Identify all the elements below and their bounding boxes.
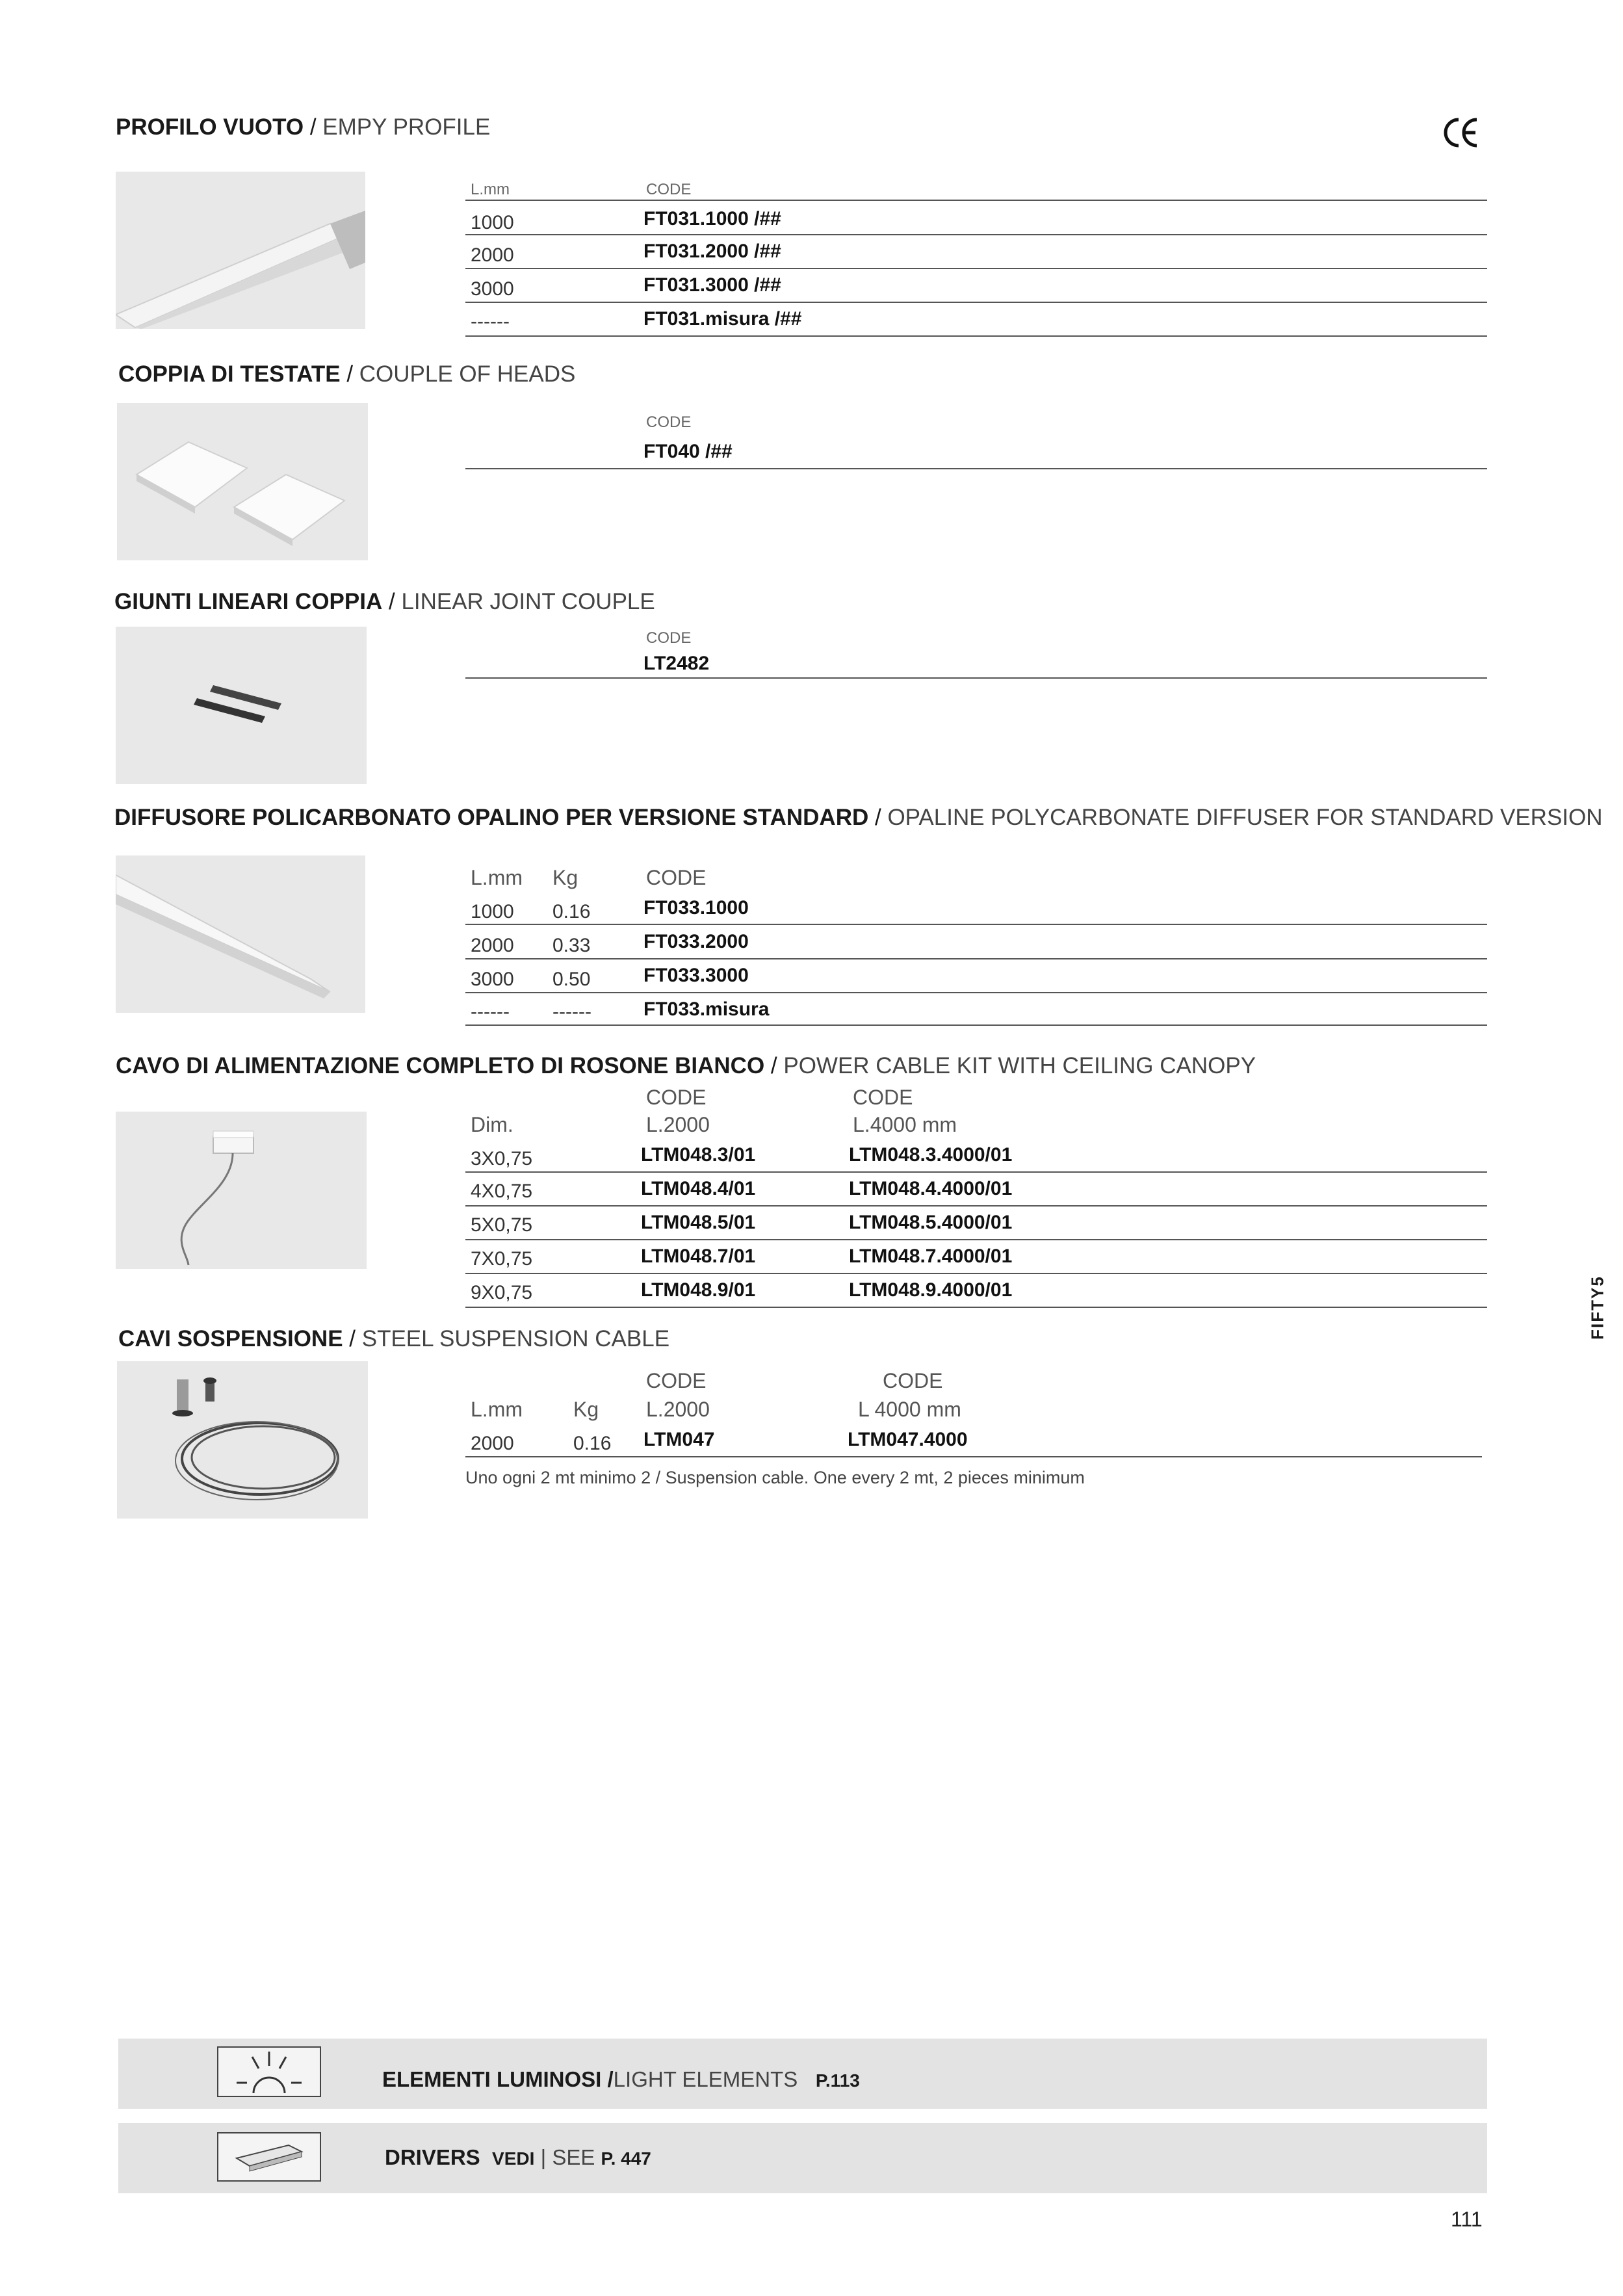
light-elements-icon [217,2046,321,2097]
power-cable-title: CAVO DI ALIMENTAZIONE COMPLETO DI ROSONE BIANCO / POWER CABLE KIT WITH CEILING CANOPY [116,1053,1256,1078]
table-cell-code: FT031.3000 /## [643,274,781,296]
table-cell-code: LTM048.7.4000/01 [849,1246,1013,1267]
table-cell-code: LTM048.3/01 [641,1144,756,1166]
table-cell: 1000 [471,212,514,233]
joint-code: LT2482 [643,653,710,674]
diffuser-image [116,855,365,1013]
table-cell: 3000 [471,969,514,990]
susp-header-code-1: CODE [646,1369,707,1392]
table-cell: 9X0,75 [471,1282,533,1303]
diffuser-header-kg: Kg [552,866,578,889]
diffuser-title: DIFFUSORE POLICARBONATO OPALINO PER VERSIONE STANDARD / OPALINE POLYCARBONATE DIFFUSER FOR STANDARD VERSION [114,805,1603,830]
table-cell: 0.16 [552,901,591,922]
table-cell: 2000 [471,935,514,956]
table-cell-code: LTM048.9.4000/01 [849,1279,1013,1301]
profile-header-code: CODE [646,181,692,198]
power-header-code-2: CODE [853,1086,913,1109]
profile-image [116,172,365,329]
table-cell: 2000 [471,244,514,266]
joint-header-code: CODE [646,629,692,647]
table-cell-code: FT033.2000 [643,931,749,952]
suspension-note: Uno ogni 2 mt minimo 2 / Suspension cable. One every 2 mt, 2 pieces minimum [465,1468,1085,1487]
susp-header-l2000: L.2000 [646,1398,710,1421]
table-cell: 1000 [471,901,514,922]
table-cell-code: LTM047.4000 [848,1429,968,1450]
table-cell-code: LTM047 [643,1429,715,1450]
ce-mark-icon [1442,113,1481,152]
power-header-l2000: L.2000 [646,1113,710,1136]
heads-code: FT040 /## [643,441,733,462]
joint-title: GIUNTI LINEARI COPPIA / LINEAR JOINT COUPLE [114,589,655,614]
susp-header-kg: Kg [573,1398,599,1421]
table-cell: 0.50 [552,969,591,990]
table-cell: 0.33 [552,935,591,956]
joint-image [116,627,367,784]
power-cable-image [116,1112,367,1269]
table-cell-code: LTM048.5/01 [641,1212,756,1233]
susp-header-length: L.mm [471,1398,523,1421]
table-cell: ------ [471,311,510,332]
table-cell: 3X0,75 [471,1148,533,1169]
table-cell-code: FT033.1000 [643,897,749,919]
light-elements-label[interactable]: ELEMENTI LUMINOSI /LIGHT ELEMENTS P.113 [382,2067,860,2091]
diffuser-header-code: CODE [646,866,707,889]
profile-title: PROFILO VUOTO / EMPY PROFILE [116,114,491,140]
profile-header-length: L.mm [471,181,510,198]
table-cell: 4X0,75 [471,1181,533,1202]
table-cell-code: FT033.misura [643,998,770,1020]
table-cell: ------ [552,1001,591,1023]
drivers-band[interactable] [118,2123,1487,2193]
diffuser-header-length: L.mm [471,866,523,889]
table-cell-code: LTM048.3.4000/01 [849,1144,1013,1166]
susp-header-l4000: L 4000 mm [858,1398,961,1421]
suspension-title: CAVI SOSPENSIONE / STEEL SUSPENSION CABLE [118,1326,670,1351]
table-cell: 0.16 [573,1433,612,1454]
heads-image [117,403,368,560]
table-cell: 2000 [471,1433,514,1454]
susp-header-code-2: CODE [883,1369,943,1392]
power-header-l4000: L.4000 mm [853,1113,957,1136]
heads-header-code: CODE [646,413,692,431]
table-cell-code: LTM048.5.4000/01 [849,1212,1013,1233]
table-cell: 7X0,75 [471,1248,533,1270]
table-cell: 3000 [471,278,514,300]
table-cell-code: LTM048.7/01 [641,1246,756,1267]
table-cell-code: FT033.3000 [643,965,749,986]
driver-icon [217,2132,321,2182]
heads-title: COPPIA DI TESTATE / COUPLE OF HEADS [118,361,576,387]
drivers-label[interactable]: DRIVERS VEDI | SEE P. 447 [385,2145,651,2169]
page-number: 111 [1451,2208,1483,2231]
power-header-dim: Dim. [471,1113,513,1136]
power-header-code-1: CODE [646,1086,707,1109]
table-cell-code: LTM048.4/01 [641,1178,756,1199]
table-cell-code: LTM048.9/01 [641,1279,756,1301]
table-cell-code: FT031.2000 /## [643,241,781,262]
table-cell: ------ [471,1001,510,1023]
table-cell: 5X0,75 [471,1214,533,1236]
table-cell-code: LTM048.4.4000/01 [849,1178,1013,1199]
table-cell-code: FT031.misura /## [643,308,802,330]
suspension-image [117,1361,368,1519]
table-cell-code: FT031.1000 /## [643,208,781,229]
side-label: FIFTY5 [1587,1275,1607,1340]
